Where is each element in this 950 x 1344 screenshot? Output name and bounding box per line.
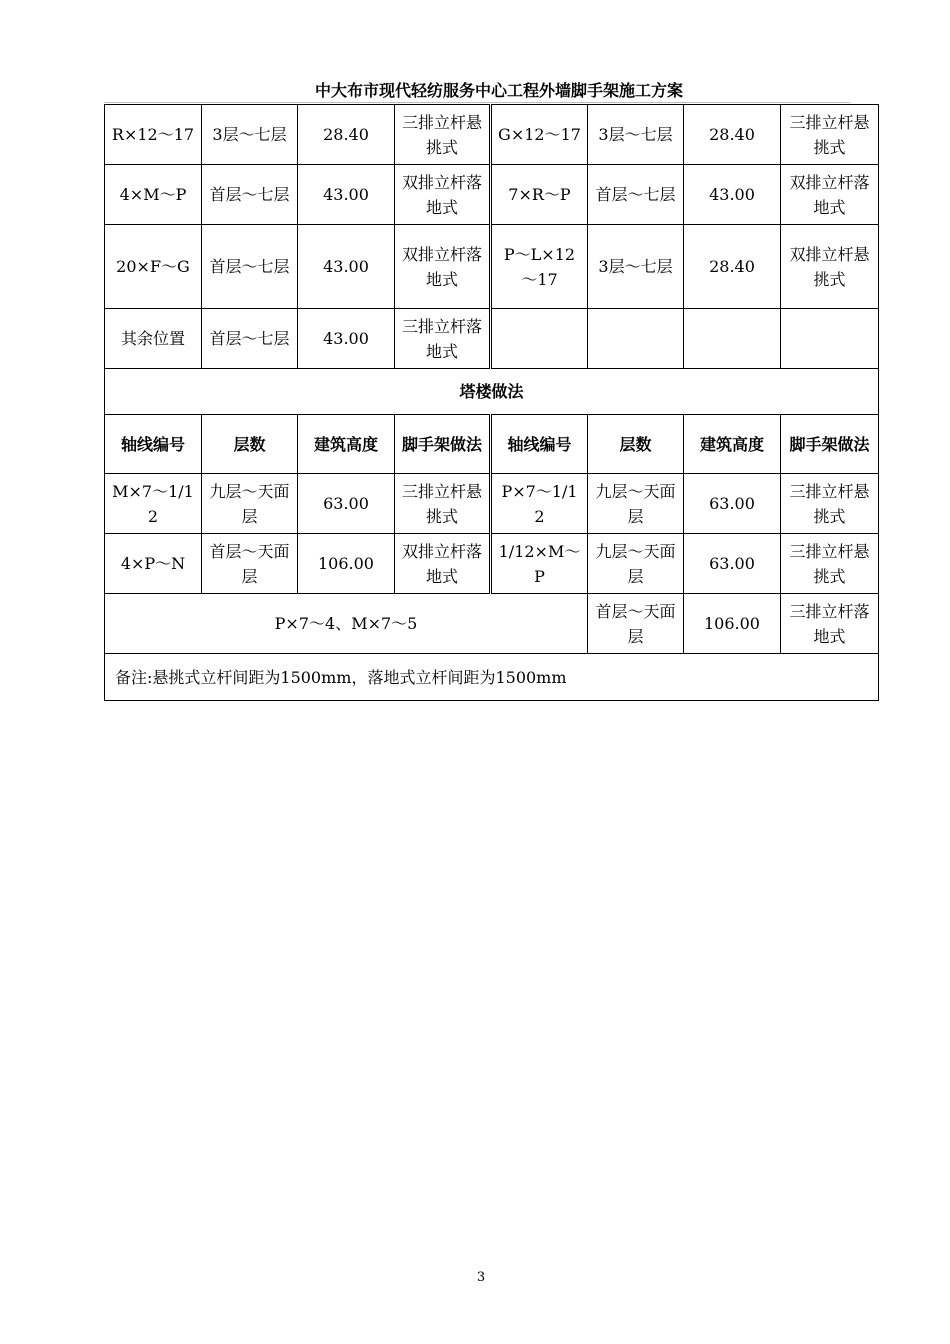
- table-cell: 三排立杆悬挑式: [781, 474, 879, 534]
- table-cell: 63.00: [298, 474, 395, 534]
- table-cell: 1/12×M～P: [491, 534, 588, 594]
- table-cell: 3层～七层: [588, 105, 684, 165]
- table-cell: 三排立杆悬挑式: [781, 534, 879, 594]
- table-cell: 43.00: [298, 225, 395, 309]
- table-cell: [491, 309, 588, 369]
- section-title: 塔楼做法: [105, 369, 879, 415]
- table-cell: P～L×12～17: [491, 225, 588, 309]
- table-cell: 三排立杆悬挑式: [781, 105, 879, 165]
- table-cell: 首层～七层: [202, 225, 298, 309]
- table-cell: 九层～天面层: [588, 534, 684, 594]
- table-row: [105, 309, 879, 369]
- table-row: [105, 225, 879, 309]
- table-cell: 28.40: [684, 225, 781, 309]
- document-header-title: 中大布市现代轻纺服务中心工程外墙脚手架施工方案: [314, 81, 683, 100]
- column-header: 建筑高度: [298, 415, 395, 474]
- table-cell: 三排立杆落地式: [395, 309, 491, 369]
- table-cell: 63.00: [684, 474, 781, 534]
- table-cell: 三排立杆悬挑式: [395, 105, 491, 165]
- table-note: 备注:悬挑式立杆间距为1500mm，落地式立杆间距为1500mm: [105, 654, 879, 701]
- table-cell: P×7～1/12: [491, 474, 588, 534]
- table-row: [105, 474, 879, 534]
- table-cell: 首层～天面层: [202, 534, 298, 594]
- table-cell: 九层～天面层: [202, 474, 298, 534]
- table-cell: G×12～17: [491, 105, 588, 165]
- column-header: 轴线编号: [491, 415, 588, 474]
- column-header: 建筑高度: [684, 415, 781, 474]
- page-number: 3: [476, 1270, 486, 1285]
- column-header: 脚手架做法: [781, 415, 879, 474]
- table-cell: 28.40: [298, 105, 395, 165]
- table-cell: 双排立杆悬挑式: [781, 225, 879, 309]
- merged-axis-cell: P×7～4、M×7～5: [105, 594, 588, 654]
- table-cell: 4×P～N: [105, 534, 202, 594]
- scaffold-table: [104, 104, 879, 701]
- table-cell: 43.00: [298, 165, 395, 225]
- table-row: [105, 594, 879, 654]
- table-cell: 首层～七层: [202, 309, 298, 369]
- table-cell: 7×R～P: [491, 165, 588, 225]
- table-row: [105, 165, 879, 225]
- header-divider: [104, 102, 850, 103]
- table-cell: 43.00: [684, 165, 781, 225]
- header-row: [105, 415, 879, 474]
- table-row: [105, 105, 879, 165]
- table-cell: 20×F～G: [105, 225, 202, 309]
- table-cell: 3层～七层: [588, 225, 684, 309]
- table-cell: 28.40: [684, 105, 781, 165]
- section-row: [105, 369, 879, 415]
- table-cell: 4×M～P: [105, 165, 202, 225]
- table-row: [105, 534, 879, 594]
- column-header: 脚手架做法: [395, 415, 491, 474]
- table-cell: M×7～1/12: [105, 474, 202, 534]
- table-cell: 双排立杆落地式: [395, 165, 491, 225]
- table-cell: 双排立杆落地式: [781, 165, 879, 225]
- table-cell: [684, 309, 781, 369]
- table-cell: 43.00: [298, 309, 395, 369]
- table-cell: 其余位置: [105, 309, 202, 369]
- table-cell: 首层～天面层: [588, 594, 684, 654]
- table-cell: 106.00: [298, 534, 395, 594]
- table-cell: 106.00: [684, 594, 781, 654]
- column-header: 层数: [202, 415, 298, 474]
- table-cell: [588, 309, 684, 369]
- table-cell: 九层～天面层: [588, 474, 684, 534]
- table-cell: 三排立杆悬挑式: [395, 474, 491, 534]
- table-cell: 三排立杆落地式: [781, 594, 879, 654]
- table-cell: R×12～17: [105, 105, 202, 165]
- table-cell: 首层～七层: [202, 165, 298, 225]
- table-cell: 双排立杆落地式: [395, 534, 491, 594]
- column-header: 层数: [588, 415, 684, 474]
- table-cell: 3层～七层: [202, 105, 298, 165]
- table-cell: [781, 309, 879, 369]
- table-cell: 双排立杆落地式: [395, 225, 491, 309]
- column-header: 轴线编号: [105, 415, 202, 474]
- table-cell: 首层～七层: [588, 165, 684, 225]
- note-row: [105, 654, 879, 701]
- table-cell: 63.00: [684, 534, 781, 594]
